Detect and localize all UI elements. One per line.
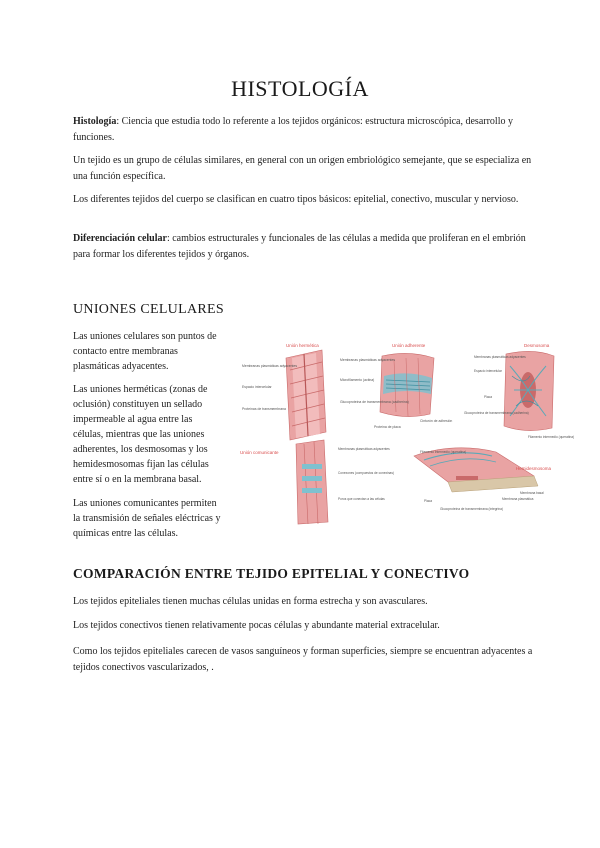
uniones-paragraph-1: Las uniones celulares son puntos de contacto entre membranas plasmáticas adyacentes.	[73, 331, 217, 372]
differentiation-term: Diferenciación celular	[73, 233, 167, 244]
comparacion-paragraph-3: Como los tejidos epiteliales carecen de vasos sanguíneos y forman superficies, siempre se encuentran adyacentes a tejidos conectivos vascularizados, .	[73, 646, 533, 673]
intro-paragraph-3: Los diferentes tejidos del cuerpo se clasifican en cuatro tipos básicos: epitelial, conectivo, muscular y nervioso.	[73, 194, 519, 205]
definition-term: Histología	[73, 116, 117, 127]
desmosome-illustration	[504, 351, 554, 430]
label-c3: Poros que conectan a las células	[338, 497, 385, 501]
panel-title-hemidesmosoma: Hemidesmosoma	[516, 466, 552, 471]
label-h2: Espacio intercelular	[242, 385, 272, 389]
label-e1: Filamento intermedio (queratina)	[420, 450, 467, 454]
intro-paragraph-4	[73, 231, 533, 263]
label-e4: Membrana plasmática	[502, 497, 534, 501]
page-title: HISTOLOGÍA	[231, 76, 369, 101]
label-a5: Proteína de placa	[374, 425, 401, 429]
cell-junctions-figure	[234, 336, 575, 526]
panel-title-adherente: Unión adherente	[392, 343, 426, 348]
label-d2: Espacio intercelular	[474, 369, 502, 373]
panel-title-comunicante: Unión comunicante	[240, 450, 279, 455]
label-e3: Membrana basal	[520, 491, 544, 495]
uniones-paragraph-2: Las uniones herméticas (zonas de oclusión) constituyen un sellado impermeable al agua entre las células, mientras que las uniones adherentes, los desmosomas y los hemidesmosomas fijan las células entre sí o en la membrana basal.	[73, 384, 209, 485]
comparacion-paragraph-1: Los tejidos epiteliales tienen muchas células unidas en forma estrecha y son avasculares.	[73, 596, 428, 607]
label-d1: Membranas plasmáticas adyacentes	[474, 355, 526, 359]
section-heading-uniones: UNIONES CELULARES	[73, 302, 224, 317]
label-h1: Membranas plasmáticas adyacentes	[242, 364, 298, 368]
gap-junction-illustration	[296, 440, 328, 524]
panel-title-hermetica: Unión hermética	[286, 343, 319, 348]
panel-title-desmosoma: Desmosoma	[524, 343, 550, 348]
intro-definition	[73, 114, 533, 146]
uniones-paragraph-3: Las uniones comunicantes permiten la transmisión de señales eléctricas y químicas entre las células.	[73, 498, 221, 539]
comparacion-paragraph-2: Los tejidos conectivos tienen relativamente pocas células y abundante material extracelular.	[73, 620, 440, 631]
differentiation-text: : cambios estructurales y funcionales de las células a medida que proliferan en el embrión para formar los diferentes tejidos y órganos.	[73, 233, 526, 260]
definition-text: : Ciencia que estudia todo lo referente a los tejidos orgánicos: estructura microscópica, desarrollo y funciones.	[73, 116, 513, 143]
intro-paragraph-2: Un tejido es un grupo de células similares, en general con un origen embriológico semejante, que se especializa en una función específica.	[73, 155, 532, 182]
label-a4: Cinturón de adhesión	[420, 419, 453, 423]
label-e5: Glucoproteína de transmembrana (integrina)	[440, 507, 503, 511]
label-d3: Placa	[484, 395, 492, 399]
label-d4: Glucoproteína de transmembrana (cadherina)	[464, 411, 529, 415]
label-h3: Proteínas de transmembrana	[242, 407, 286, 411]
label-d5: Filamento intermedio (queratina)	[528, 435, 575, 439]
label-e2: Placa	[424, 499, 432, 503]
label-c1: Membranas plasmáticas adyacentes	[338, 447, 390, 451]
label-a3: Glucoproteína de transmembrana (cadherina)	[340, 400, 409, 404]
label-a2: Microfilamento (actina)	[340, 378, 375, 382]
label-c2: Conexones (compuestos de conexinas)	[338, 471, 394, 475]
label-a1: Membranas plasmáticas adyacentes	[340, 358, 396, 362]
adherens-junction-illustration	[380, 353, 434, 416]
section-heading-comparacion: COMPARACIÓN ENTRE TEJIDO EPITELIAL Y CONECTIVO	[73, 566, 470, 581]
